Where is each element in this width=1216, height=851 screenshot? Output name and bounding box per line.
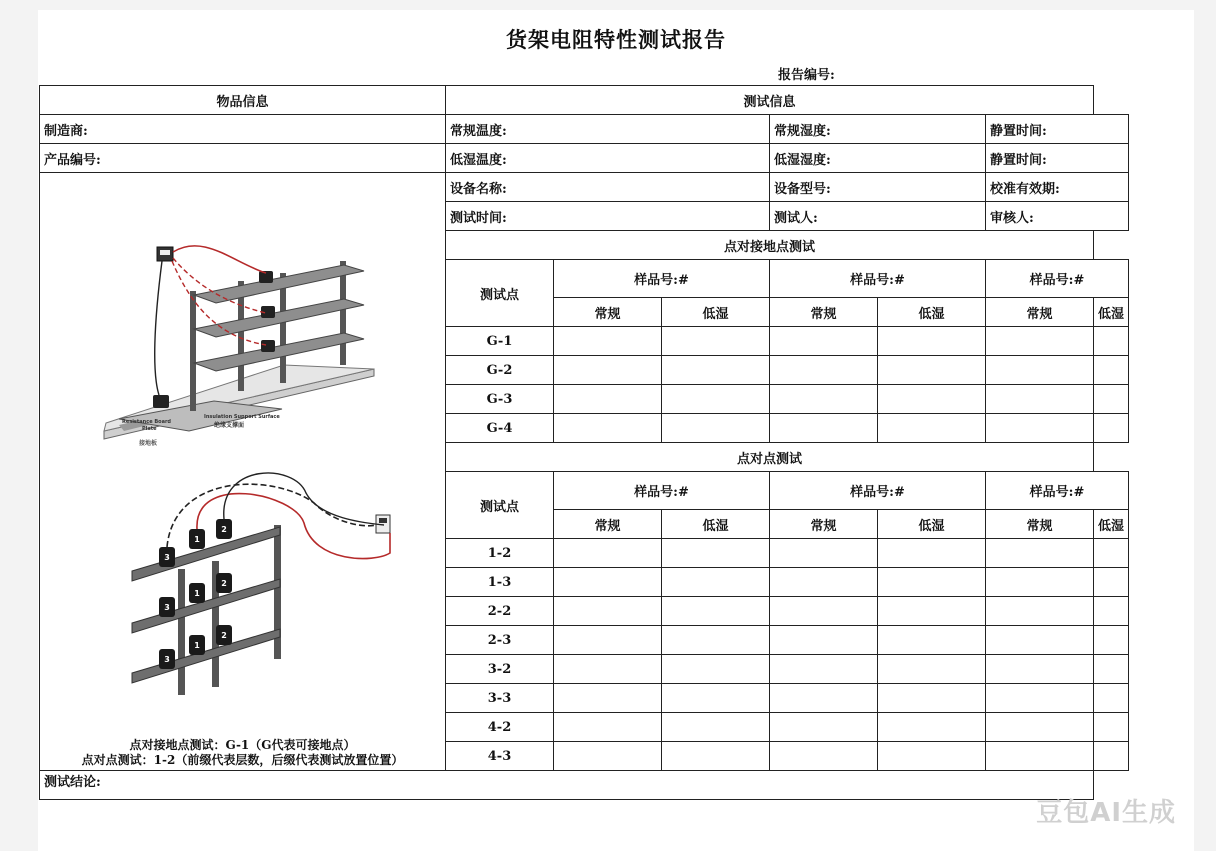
ground-value-cell[interactable]: [878, 385, 986, 414]
ground-value-cell[interactable]: [554, 385, 662, 414]
p2p-value-cell[interactable]: [878, 655, 986, 684]
normal-humidity-field[interactable]: 常规湿度:: [770, 115, 986, 144]
ground-value-cell[interactable]: [986, 356, 1094, 385]
p2p-value-cell[interactable]: [554, 568, 662, 597]
report-sheet: [38, 10, 1194, 851]
p2p-sample-header-1: 样品号:#: [554, 472, 770, 510]
p2p-value-cell[interactable]: [554, 539, 662, 568]
p2p-value-cell[interactable]: [662, 539, 770, 568]
p2p-sample-header-2: 样品号:#: [770, 472, 986, 510]
report-number-label: 报告编号:: [778, 68, 835, 83]
svg-text:2: 2: [221, 579, 227, 588]
reviewer-field[interactable]: 审核人:: [986, 202, 1129, 231]
calibration-field[interactable]: 校准有效期:: [986, 173, 1129, 202]
p2p-value-cell[interactable]: [986, 568, 1094, 597]
svg-text:1: 1: [194, 535, 200, 544]
p2p-value-cell[interactable]: [770, 713, 878, 742]
caption-line-2: 点对点测试：1-2（前缀代表层数，后缀代表测试放置位置）: [81, 753, 404, 767]
report-title: 货架电阻特性测试报告: [506, 27, 726, 52]
ground-value-cell[interactable]: [1094, 356, 1129, 385]
p2p-value-cell[interactable]: [554, 597, 662, 626]
p2p-value-cell[interactable]: [554, 713, 662, 742]
p2p-point-label: 4-3: [446, 742, 554, 771]
product-no-field[interactable]: 产品编号:: [40, 144, 446, 173]
p2p-value-cell[interactable]: [662, 742, 770, 771]
rest-time-field-2[interactable]: 静置时间:: [986, 144, 1129, 173]
p2p-value-cell[interactable]: [878, 597, 986, 626]
p2p-value-cell[interactable]: [770, 568, 878, 597]
surface-label: Insulation Support Surface: [204, 414, 280, 420]
ground-sample-header-1: 样品号:#: [554, 260, 770, 298]
conclusion-field[interactable]: 测试结论:: [40, 771, 1094, 800]
low-temp-field[interactable]: 低湿温度:: [446, 144, 770, 173]
p2p-value-cell[interactable]: [554, 742, 662, 771]
p2p-value-cell[interactable]: [986, 742, 1094, 771]
illustration-cell: [40, 173, 446, 771]
p2p-low-header-1: 低湿: [662, 510, 770, 539]
ground-point-label: G-4: [446, 414, 554, 443]
ground-point-label: G-2: [446, 356, 554, 385]
p2p-value-cell[interactable]: [878, 626, 986, 655]
ground-low-header-1: 低湿: [662, 298, 770, 327]
p2p-value-cell[interactable]: [770, 539, 878, 568]
svg-text:2: 2: [221, 631, 227, 640]
report-table: [39, 85, 1129, 800]
p2p-value-cell[interactable]: [554, 655, 662, 684]
p2p-value-cell[interactable]: [878, 568, 986, 597]
ground-value-cell[interactable]: [878, 327, 986, 356]
p2p-value-cell[interactable]: [986, 626, 1094, 655]
p2p-value-cell[interactable]: [770, 684, 878, 713]
p2p-point-label: 3-3: [446, 684, 554, 713]
p2p-normal-header-3: 常规: [986, 510, 1094, 539]
p2p-value-cell[interactable]: [1094, 684, 1129, 713]
ground-plate-label: 接地板: [139, 440, 158, 447]
p2p-low-header-3: 低湿: [1094, 510, 1129, 539]
ground-value-cell[interactable]: [662, 327, 770, 356]
p2p-value-cell[interactable]: [878, 539, 986, 568]
p2p-point-label: 3-2: [446, 655, 554, 684]
ground-section-title: 点对接地点测试: [446, 231, 1094, 260]
p2p-value-cell[interactable]: [770, 742, 878, 771]
plate-label: Resistance Board: [122, 419, 171, 425]
tester-field[interactable]: 测试人:: [770, 202, 986, 231]
ground-test-point-header: 测试点: [446, 260, 554, 327]
svg-text:2: 2: [221, 525, 227, 534]
ground-point-label: G-1: [446, 327, 554, 356]
p2p-value-cell[interactable]: [662, 655, 770, 684]
ground-value-cell[interactable]: [770, 356, 878, 385]
rest-time-field-1[interactable]: 静置时间:: [986, 115, 1129, 144]
ground-sample-header-3: 样品号:#: [986, 260, 1129, 298]
p2p-value-cell[interactable]: [770, 597, 878, 626]
p2p-sample-header-3: 样品号:#: [986, 472, 1129, 510]
p2p-value-cell[interactable]: [1094, 568, 1129, 597]
device-model-field[interactable]: 设备型号:: [770, 173, 986, 202]
ground-value-cell[interactable]: [554, 414, 662, 443]
p2p-value-cell[interactable]: [662, 713, 770, 742]
p2p-value-cell[interactable]: [662, 626, 770, 655]
p2p-low-header-2: 低湿: [878, 510, 986, 539]
device-name-field[interactable]: 设备名称:: [446, 173, 770, 202]
ground-value-cell[interactable]: [1094, 414, 1129, 443]
p2p-value-cell[interactable]: [554, 626, 662, 655]
ground-normal-header-2: 常规: [770, 298, 878, 327]
p2p-value-cell[interactable]: [986, 539, 1094, 568]
svg-text:3: 3: [164, 553, 170, 562]
p2p-value-cell[interactable]: [878, 713, 986, 742]
illustration-caption: [44, 738, 441, 768]
ground-normal-header-3: 常规: [986, 298, 1094, 327]
p2p-value-cell[interactable]: [770, 626, 878, 655]
p2p-value-cell[interactable]: [662, 597, 770, 626]
ground-normal-header-1: 常规: [554, 298, 662, 327]
ground-value-cell[interactable]: [662, 414, 770, 443]
item-info-header: 物品信息: [40, 86, 446, 115]
watermark: 豆包AI生成: [1036, 798, 1176, 828]
p2p-value-cell[interactable]: [770, 655, 878, 684]
normal-temp-field[interactable]: 常规温度:: [446, 115, 770, 144]
p2p-value-cell[interactable]: [1094, 626, 1129, 655]
ground-point-label: G-3: [446, 385, 554, 414]
ground-sample-header-2: 样品号:#: [770, 260, 986, 298]
p2p-point-label: 1-2: [446, 539, 554, 568]
plate-label-2: Plate: [142, 426, 157, 432]
surface-label-cn: 绝缘支撑面: [214, 422, 245, 429]
p2p-value-cell[interactable]: [1094, 597, 1129, 626]
p2p-section-title: 点对点测试: [446, 443, 1094, 472]
ground-value-cell[interactable]: [662, 356, 770, 385]
ground-value-cell[interactable]: [1094, 327, 1129, 356]
ground-value-cell[interactable]: [662, 385, 770, 414]
svg-text:1: 1: [194, 589, 200, 598]
p2p-value-cell[interactable]: [662, 684, 770, 713]
p2p-value-cell[interactable]: [986, 655, 1094, 684]
p2p-value-cell[interactable]: [1094, 742, 1129, 771]
ground-value-cell[interactable]: [554, 356, 662, 385]
p2p-point-label: 2-3: [446, 626, 554, 655]
p2p-value-cell[interactable]: [986, 713, 1094, 742]
p2p-value-cell[interactable]: [554, 684, 662, 713]
low-humidity-field[interactable]: 低湿湿度:: [770, 144, 986, 173]
p2p-value-cell[interactable]: [1094, 539, 1129, 568]
ground-value-cell[interactable]: [1094, 385, 1129, 414]
ground-value-cell[interactable]: [986, 327, 1094, 356]
ground-low-header-3: 低湿: [1094, 298, 1129, 327]
ground-value-cell[interactable]: [878, 356, 986, 385]
ground-low-header-2: 低湿: [878, 298, 986, 327]
p2p-value-cell[interactable]: [986, 597, 1094, 626]
p2p-normal-header-1: 常规: [554, 510, 662, 539]
shelf-diagram: [44, 173, 441, 770]
ground-value-cell[interactable]: [986, 414, 1094, 443]
p2p-value-cell[interactable]: [1094, 713, 1129, 742]
ground-value-cell[interactable]: [770, 414, 878, 443]
ground-value-cell[interactable]: [770, 327, 878, 356]
p2p-normal-header-2: 常规: [770, 510, 878, 539]
p2p-value-cell[interactable]: [986, 684, 1094, 713]
svg-text:3: 3: [164, 655, 170, 664]
p2p-point-label: 4-2: [446, 713, 554, 742]
p2p-value-cell[interactable]: [878, 742, 986, 771]
test-info-header: 测试信息: [446, 86, 1094, 115]
ground-value-cell[interactable]: [986, 385, 1094, 414]
p2p-value-cell[interactable]: [878, 684, 986, 713]
ground-value-cell[interactable]: [770, 385, 878, 414]
p2p-test-point-header: 测试点: [446, 472, 554, 539]
ground-value-cell[interactable]: [878, 414, 986, 443]
shelf-illustration: [44, 173, 441, 770]
svg-text:3: 3: [164, 603, 170, 612]
ground-value-cell[interactable]: [554, 327, 662, 356]
p2p-point-label: 1-3: [446, 568, 554, 597]
caption-line-1: 点对接地点测试：G-1（G代表可接地点）: [129, 738, 356, 752]
p2p-point-label: 2-2: [446, 597, 554, 626]
svg-text:1: 1: [194, 641, 200, 650]
manufacturer-field[interactable]: 制造商:: [40, 115, 446, 144]
test-time-field[interactable]: 测试时间:: [446, 202, 770, 231]
p2p-value-cell[interactable]: [1094, 655, 1129, 684]
p2p-value-cell[interactable]: [662, 568, 770, 597]
